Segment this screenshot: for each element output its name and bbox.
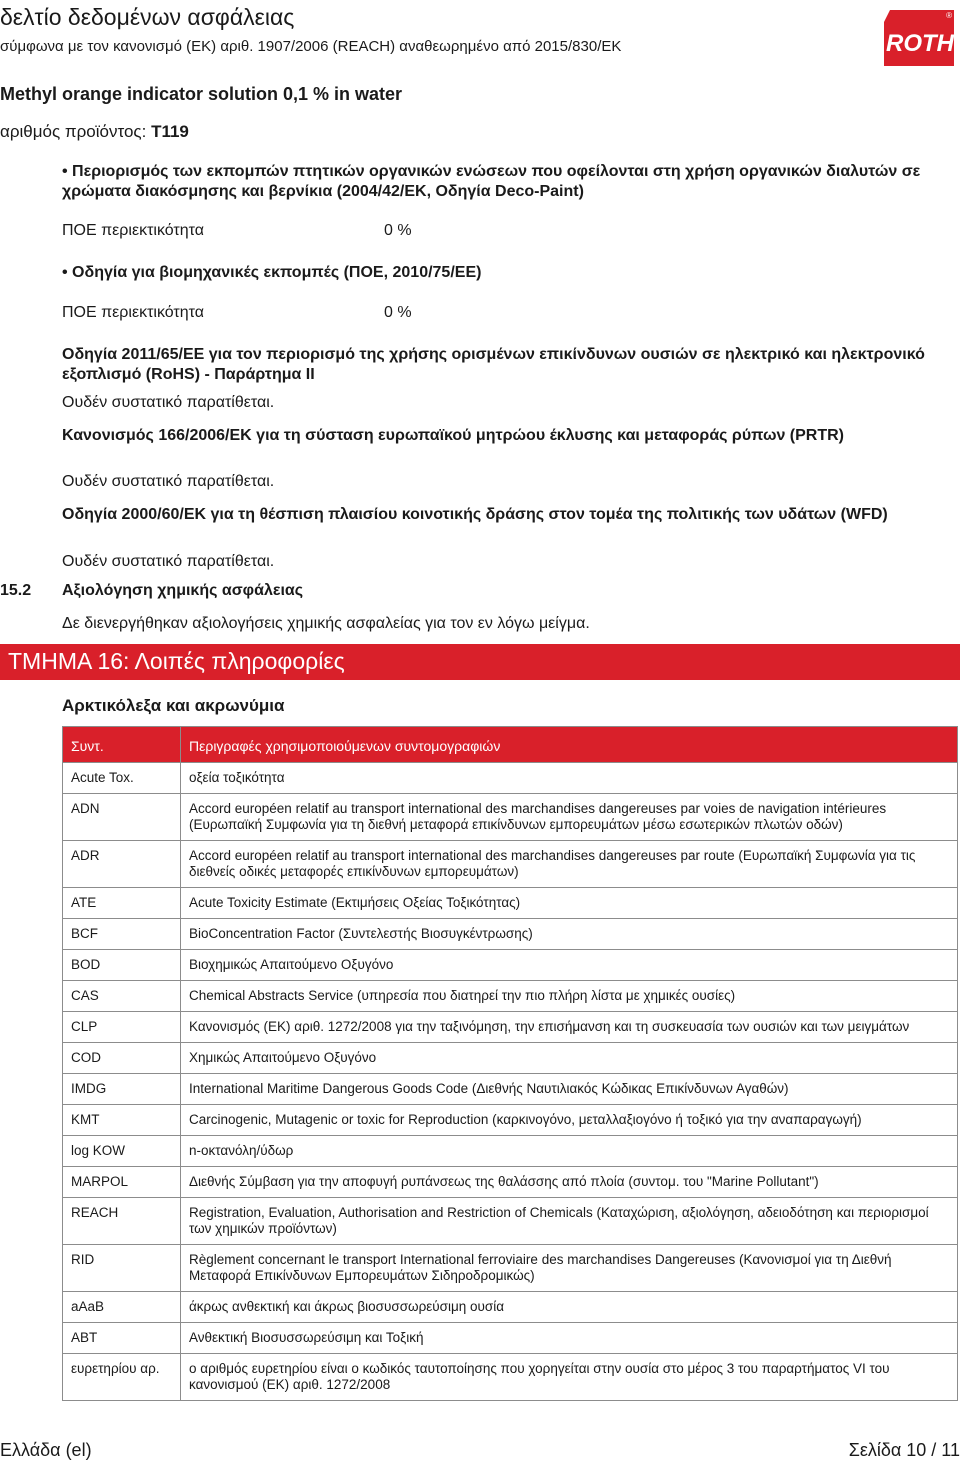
ied-title: • Οδηγία για βιομηχανικές εκπομπές (ΠΟΕ, 2010/75/ΕΕ)	[62, 264, 482, 281]
abbr-cell: BOD	[63, 950, 181, 981]
product-number-value: T119	[151, 122, 189, 141]
rohs-text: Ουδέν συστατικό παρατίθεται.	[62, 394, 275, 411]
description-cell: Registration, Evaluation, Authorisation and Restriction of Chemicals (Καταχώριση, αξιολόγηση, αδειοδότηση και περιορισμοί των χημικών προϊόντων)	[181, 1198, 958, 1245]
abbr-cell: Acute Tox.	[63, 763, 181, 794]
table-row	[63, 1167, 958, 1198]
footer-language: Ελλάδα (el)	[0, 1440, 92, 1460]
voc-label: ΠΟΕ περιεκτικότητα	[62, 222, 204, 239]
abbr-cell: ATE	[63, 888, 181, 919]
description-cell: άκρως ανθεκτική και άκρως βιοσυσσωρεύσιμη ουσία	[181, 1292, 958, 1323]
table-row	[63, 1043, 958, 1074]
table-row	[63, 1198, 958, 1245]
description-cell: Βιοχημικώς Απαιτούμενο Οξυγόνο	[181, 950, 958, 981]
abbr-cell: KMT	[63, 1105, 181, 1136]
table-header-row	[63, 727, 958, 763]
table-row	[63, 1323, 958, 1354]
table-row	[63, 1105, 958, 1136]
column-header-abbr: Συντ.	[63, 727, 181, 763]
voc-label: ΠΟΕ περιεκτικότητα	[62, 304, 204, 321]
description-cell: οξεία τοξικότητα	[181, 763, 958, 794]
page-footer	[0, 1440, 960, 1461]
description-cell: BioConcentration Factor (Συντελεστής Βιοσυγκέντρωσης)	[181, 919, 958, 950]
voc-content-row-2	[62, 304, 412, 322]
abbr-cell: ABT	[63, 1323, 181, 1354]
table-row	[63, 888, 958, 919]
wfd-text: Ουδέν συστατικό παρατίθεται.	[62, 553, 275, 570]
abbr-cell: IMDG	[63, 1074, 181, 1105]
description-cell: Acute Toxicity Estimate (Εκτιμήσεις Οξείας Τοξικότητας)	[181, 888, 958, 919]
description-cell: International Maritime Dangerous Goods Code (Διεθνής Ναυτιλιακός Κώδικας Επικίνδυνων Αγαθών)	[181, 1074, 958, 1105]
section-title: Αξιολόγηση χημικής ασφάλειας	[62, 582, 304, 599]
table-row	[63, 1354, 958, 1401]
rohs-title: Οδηγία 2011/65/ΕΕ για τον περιορισμό της χρήσης ορισμένων επικίνδυνων ουσιών σε ηλεκτρικό και ηλεκτρονικό εξοπλισμό (RoHS) - Παράρτημα II	[62, 346, 925, 383]
description-cell: Accord européen relatif au transport international des marchandises dangereuses par voies de navigation intérieures (Ευρωπαϊκή Συμφωνία για τη διεθνή μεταφορά επικίνδυνων εμπορευμάτων μέσω εσωτερικών πλωτών οδών)	[181, 794, 958, 841]
section-number: 15.2	[0, 582, 32, 599]
document-title: δελτίο δεδομένων ασφάλειας	[0, 4, 295, 30]
description-cell: Χημικώς Απαιτούμενο Οξυγόνο	[181, 1043, 958, 1074]
document-subtitle: σύμφωνα με τον κανονισμό (ΕΚ) αριθ. 1907/2006 (REACH) αναθεωρημένο από 2015/830/ΕΚ	[0, 38, 622, 55]
voc-value: 0 %	[384, 304, 412, 321]
abbr-cell: ADR	[63, 841, 181, 888]
abbr-cell: CAS	[63, 981, 181, 1012]
product-number	[0, 122, 189, 142]
table-row	[63, 981, 958, 1012]
roth-logo	[880, 4, 958, 72]
abbr-cell: REACH	[63, 1198, 181, 1245]
abbr-cell: log KOW	[63, 1136, 181, 1167]
table-row	[63, 763, 958, 794]
product-name: Methyl orange indicator solution 0,1 % in water	[0, 84, 403, 104]
table-row	[63, 1292, 958, 1323]
description-cell: Accord européen relatif au transport international des marchandises dangereuses par route (Ευρωπαϊκή Συμφωνία για τις διεθνείς οδικές μεταφορές επικίνδυνων εμπορευμάτων)	[181, 841, 958, 888]
abbr-cell: RID	[63, 1245, 181, 1292]
description-cell: n-οκτανόλη/ύδωρ	[181, 1136, 958, 1167]
voc-content-row-1	[62, 222, 412, 240]
abbr-cell: BCF	[63, 919, 181, 950]
table-row	[63, 950, 958, 981]
table-row	[63, 1074, 958, 1105]
abbreviations-table	[62, 726, 958, 1401]
abbr-cell: COD	[63, 1043, 181, 1074]
description-cell: Règlement concernant le transport International ferroviaire des marchandises Dangereuses (Κανονισμοί για τη Διεθνή Μεταφορά Επικίνδυνων Εμπορευμάτων Σιδηροδρομικώς)	[181, 1245, 958, 1292]
description-cell: Carcinogenic, Mutagenic or toxic for Reproduction (καρκινογόνο, μεταλλαξιογόνο ή τοξικό για την αναπαραγωγή)	[181, 1105, 958, 1136]
section-15-2-heading	[0, 582, 304, 600]
voc-value: 0 %	[384, 222, 412, 239]
logo-text: ROTH	[886, 30, 954, 57]
abbr-cell: CLP	[63, 1012, 181, 1043]
section-16-bar	[0, 644, 960, 680]
description-cell: ο αριθμός ευρετηρίου είναι ο κωδικός ταυτοποίησης που χορηγείται στην ουσία στο μέρος 3 του παραρτήματος VI του κανονισμού (ΕΚ) αριθ. 1272/2008	[181, 1354, 958, 1401]
logo-registered-mark: ®	[946, 11, 952, 20]
column-header-description: Περιγραφές χρησιμοποιούμενων συντομογραφιών	[181, 727, 958, 763]
wfd-title: Οδηγία 2000/60/ΕΚ για τη θέσπιση πλαισίου κοινοτικής δράσης στον τομέα της πολιτικής των υδάτων (WFD)	[62, 506, 888, 523]
prtr-title: Κανονισμός 166/2006/ΕΚ για τη σύσταση ευρωπαϊκού μητρώου έκλυσης και μεταφοράς ρύπων (PRTR)	[62, 427, 845, 444]
table-row	[63, 1136, 958, 1167]
table-row	[63, 919, 958, 950]
footer-page-number: Σελίδα 10 / 11	[848, 1440, 960, 1460]
description-cell: Ανθεκτική Βιοσυσσωρεύσιμη και Τοξική	[181, 1323, 958, 1354]
product-number-label: αριθμός προϊόντος:	[0, 122, 152, 141]
abbr-cell: aAaB	[63, 1292, 181, 1323]
abbr-cell: MARPOL	[63, 1167, 181, 1198]
description-cell: Chemical Abstracts Service (υπηρεσία που διατηρεί την πιο πλήρη λίστα με χημικές ουσίες)	[181, 981, 958, 1012]
description-cell: Κανονισμός (ΕΚ) αριθ. 1272/2008 για την ταξινόμηση, την επισήμανση και τη συσκευασία των ουσιών και των μειγμάτων	[181, 1012, 958, 1043]
deco-paint-title: • Περιορισμός των εκπομπών πτητικών οργανικών ενώσεων που οφείλονται στη χρήση οργανικών διαλυτών σε χρώματα διακόσμησης και βερνίκια (2004/42/ΕΚ, Οδηγία Deco-Paint)	[62, 163, 921, 200]
abbreviations-heading: Αρκτικόλεξα και ακρωνύμια	[62, 696, 285, 715]
table-row	[63, 1012, 958, 1043]
prtr-text: Ουδέν συστατικό παρατίθεται.	[62, 473, 275, 490]
abbr-cell: ADN	[63, 794, 181, 841]
table-row	[63, 841, 958, 888]
description-cell: Διεθνής Σύμβαση για την αποφυγή ρυπάνσεως της θαλάσσης από πλοία (συντομ. του "Marine Pollutant")	[181, 1167, 958, 1198]
table-row	[63, 1245, 958, 1292]
abbr-cell: ευρετηρίου αρ.	[63, 1354, 181, 1401]
table-row	[63, 794, 958, 841]
section-16-title: ΤΜΗΜΑ 16: Λοιπές πληροφορίες	[8, 648, 345, 674]
section-15-2-text: Δε διενεργήθηκαν αξιολογήσεις χημικής ασφαλείας για τον εν λόγω μείγμα.	[62, 615, 590, 632]
